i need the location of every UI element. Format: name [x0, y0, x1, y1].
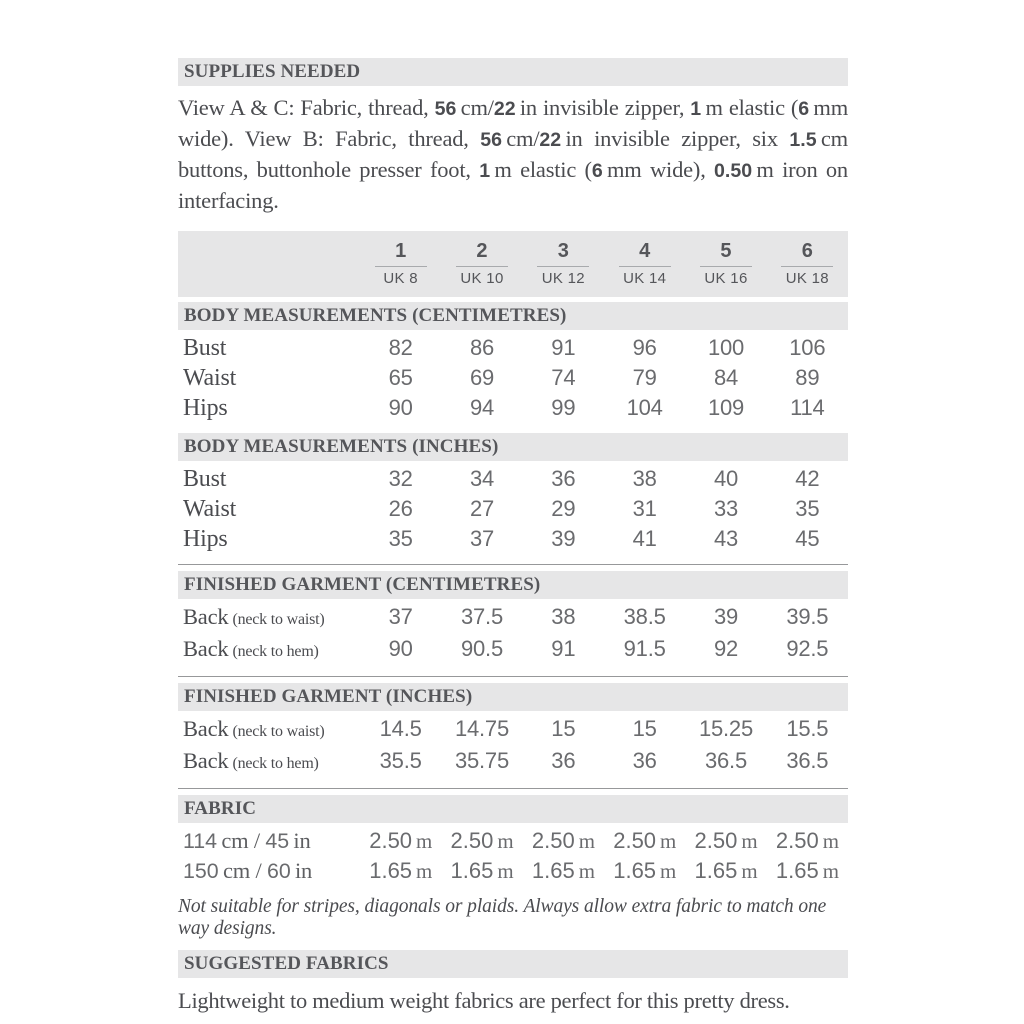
measurement-value: 99 [551, 395, 576, 420]
section-divider [178, 788, 848, 789]
size-number: 4 [639, 240, 651, 262]
measurement-value: 91.5 [623, 636, 666, 661]
row-label [178, 525, 360, 554]
number-segment: 2.50 [450, 828, 494, 853]
unit-segment: m [412, 859, 433, 883]
fabric-amount-value [604, 826, 685, 856]
section-header-suggested-fabrics [178, 950, 848, 978]
section-title: SUPPLIES NEEDED [184, 61, 361, 82]
measurement-value: 82 [388, 335, 413, 360]
measurement-value: 14.75 [454, 716, 510, 741]
number-segment: 2.50 [369, 828, 413, 853]
size-number: 5 [720, 240, 732, 262]
measurement-value: 114 [790, 395, 825, 420]
number-segment: 1.65 [775, 858, 819, 883]
section-header-finished-garment-cm [178, 571, 848, 599]
fabric-amount-value [360, 826, 441, 856]
row-label-text: Back [183, 604, 229, 629]
measurement-value: 106 [789, 335, 826, 360]
measurement-value: 45 [795, 526, 820, 551]
measurement-value: 65 [388, 365, 413, 390]
uk-size-label: UK 16 [704, 270, 748, 287]
number-segment: 1.65 [531, 858, 575, 883]
section-title: SUGGESTED FABRICS [184, 953, 389, 974]
number-segment: 1 [690, 98, 702, 120]
size-underline [375, 266, 427, 267]
section-header-finished-garment-in [178, 683, 848, 711]
table-row [178, 746, 848, 778]
measurement-value: 34 [469, 466, 495, 491]
number-segment: 6 [798, 98, 810, 120]
table-row [178, 393, 848, 423]
finished-garment-in-table [178, 714, 848, 778]
row-label-sub: (neck to hem) [232, 755, 319, 772]
table-row [178, 363, 848, 393]
measurement-value: 37 [388, 604, 413, 629]
row-label [178, 714, 360, 746]
number-segment: 45 [265, 829, 290, 853]
row-label-text: Bust [183, 466, 227, 492]
number-segment: 6 [591, 160, 603, 182]
section-header-body-measurements-cm [178, 302, 848, 330]
text-segment: cm / [218, 858, 267, 883]
measurement-value: 86 [469, 335, 495, 360]
fabric-amount-value [441, 856, 522, 886]
size-column-header [523, 240, 604, 287]
unit-segment: m [574, 859, 595, 883]
size-column-header [685, 240, 766, 287]
measurement-value: 40 [713, 466, 739, 491]
table-row [178, 524, 848, 554]
measurement-value: 35 [388, 526, 413, 551]
measurement-value: 109 [707, 395, 745, 420]
fabric-amount-value [685, 826, 766, 856]
measurement-value: 35 [795, 496, 820, 521]
number-segment: 1.65 [613, 858, 657, 883]
measurement-value: 90.5 [460, 636, 503, 661]
section-title: FABRIC [184, 798, 257, 819]
fabric-width-label [178, 856, 360, 886]
row-label [178, 364, 360, 393]
size-underline [700, 266, 752, 267]
row-label-text: Back [183, 748, 229, 773]
row-label [178, 602, 360, 634]
row-label-sub: (neck to waist) [232, 611, 325, 628]
suggested-fabrics-text: Lightweight to medium weight fabrics are perfect for this pretty dress. [178, 988, 790, 1013]
row-label [178, 495, 360, 524]
section-divider [178, 676, 848, 677]
row-label [178, 634, 360, 666]
fabric-amount-value [767, 856, 848, 886]
measurement-value: 92 [713, 636, 739, 661]
measurement-value: 79 [632, 365, 657, 390]
text-segment: View A & C: Fabric, thread, [178, 95, 435, 120]
table-row [178, 333, 848, 363]
fabric-amount-value [604, 856, 685, 886]
row-label-sub: (neck to waist) [232, 723, 325, 740]
number-segment: 150 [183, 859, 219, 883]
number-segment: 1.65 [694, 858, 738, 883]
measurement-value: 96 [632, 335, 657, 360]
text-segment: cm/ [456, 95, 494, 120]
measurement-value: 15.25 [698, 716, 754, 741]
table-row [178, 464, 848, 494]
uk-size-label: UK 10 [460, 270, 504, 287]
fabric-width-label [178, 826, 360, 856]
measurement-value: 39.5 [786, 604, 829, 629]
section-title: BODY MEASUREMENTS (INCHES) [184, 436, 499, 457]
number-segment: 2.50 [531, 828, 575, 853]
section-header-fabric [178, 795, 848, 823]
measurement-value: 38.5 [623, 604, 666, 629]
measurement-value: 15 [632, 716, 657, 741]
text-segment: m iron on interfacing. [178, 157, 848, 213]
unit-segment: m [818, 859, 839, 883]
unit-segment: m [656, 859, 677, 883]
measurement-value: 43 [713, 526, 739, 551]
number-segment: 1 [479, 160, 491, 182]
measurement-value: 74 [551, 365, 576, 390]
size-number: 6 [801, 240, 813, 262]
size-underline [781, 266, 833, 267]
measurement-value: 91 [551, 636, 576, 661]
unit-segment: m [412, 829, 433, 853]
unit-segment: m [737, 859, 758, 883]
unit-segment: m [818, 829, 839, 853]
measurement-value: 15.5 [786, 716, 829, 741]
section-divider [178, 564, 848, 565]
measurement-value: 36 [551, 748, 576, 773]
measurement-value: 42 [795, 466, 820, 491]
measurement-value: 84 [713, 365, 739, 390]
size-column-header [441, 240, 522, 287]
measurement-value: 37.5 [460, 604, 503, 629]
measurement-value: 36.5 [704, 748, 747, 773]
fabric-row [178, 856, 848, 886]
number-segment: 1.5 [789, 129, 817, 151]
table-row [178, 714, 848, 746]
measurement-value: 32 [388, 466, 413, 491]
measurement-value: 36.5 [786, 748, 829, 773]
text-segment: mm wide). View B: Fabric, thread, [178, 95, 849, 151]
body-measurements-in-table [178, 464, 848, 554]
text-segment: in invisible zipper, six [561, 126, 790, 151]
measurement-value: 37 [469, 526, 495, 551]
measurement-value: 39 [551, 526, 576, 551]
number-segment: 114 [183, 829, 218, 853]
measurement-value: 92.5 [786, 636, 829, 661]
measurement-value: 100 [707, 335, 745, 360]
fabric-row [178, 826, 848, 856]
fabric-amount-value [767, 826, 848, 856]
finished-garment-cm-table [178, 602, 848, 666]
fabric-amount-value [523, 856, 604, 886]
text-segment: cm buttons, buttonhole presser foot, [178, 126, 848, 182]
body-measurements-cm-table [178, 333, 848, 423]
size-header-row [178, 231, 848, 297]
row-label [178, 334, 360, 363]
row-label [178, 394, 360, 423]
measurement-value: 31 [632, 496, 657, 521]
fabric-amount-value [685, 856, 766, 886]
size-column-header [767, 240, 848, 287]
unit-segment: m [574, 829, 595, 853]
measurement-value: 90 [388, 636, 413, 661]
text-segment: cm/ [501, 126, 540, 151]
row-label-text: Hips [183, 526, 228, 552]
number-segment: 60 [266, 859, 291, 883]
size-underline [456, 266, 508, 267]
size-underline [537, 266, 589, 267]
measurement-value: 33 [713, 496, 739, 521]
measurement-value: 39 [713, 604, 739, 629]
measurement-value: 91 [551, 335, 576, 360]
number-segment: 2.50 [694, 828, 738, 853]
measurement-value: 29 [551, 496, 576, 521]
text-segment: in [290, 858, 313, 883]
size-chart-page [178, 58, 848, 1015]
measurement-value: 27 [469, 496, 495, 521]
fabric-amount-value [441, 826, 522, 856]
uk-size-label: UK 14 [623, 270, 667, 287]
measurement-value: 35.75 [454, 748, 510, 773]
unit-segment: m [493, 859, 514, 883]
measurement-value: 36 [551, 466, 576, 491]
number-segment: 1.65 [450, 858, 494, 883]
unit-segment: m [737, 829, 758, 853]
text-segment: mm wide), [602, 157, 715, 182]
measurement-value: 38 [551, 604, 576, 629]
size-header-spacer [178, 240, 360, 287]
size-number: 2 [476, 240, 488, 262]
row-label [178, 465, 360, 494]
section-title: FINISHED GARMENT (CENTIMETRES) [184, 574, 541, 595]
size-underline [619, 266, 671, 267]
section-header-body-measurements-in [178, 433, 848, 461]
size-number: 3 [557, 240, 569, 262]
row-label-text: Waist [183, 365, 237, 391]
number-segment: 2.50 [613, 828, 657, 853]
size-number: 1 [395, 240, 407, 262]
measurement-value: 69 [469, 365, 495, 390]
fabric-requirements-table [178, 826, 848, 886]
number-segment: 0.50 [714, 160, 753, 182]
uk-size-label: UK 8 [383, 270, 418, 287]
measurement-value: 26 [388, 496, 413, 521]
measurement-value: 89 [795, 365, 820, 390]
text-segment: cm / [217, 828, 266, 853]
number-segment: 22 [539, 129, 562, 151]
fabric-amount-value [523, 826, 604, 856]
row-label-text: Back [183, 636, 229, 661]
section-title: FINISHED GARMENT (INCHES) [184, 686, 473, 707]
row-label-text: Bust [183, 335, 227, 361]
number-segment: 1.65 [369, 858, 413, 883]
table-row [178, 602, 848, 634]
text-segment: in invisible zipper, [515, 95, 691, 120]
number-segment: 22 [493, 98, 516, 120]
measurement-value: 36 [632, 748, 657, 773]
measurement-value: 35.5 [379, 748, 422, 773]
size-column-header [604, 240, 685, 287]
size-column-header [360, 240, 441, 287]
measurement-value: 94 [469, 395, 495, 420]
section-header-supplies [178, 58, 848, 86]
row-label-text: Waist [183, 496, 237, 522]
row-label-text: Hips [183, 395, 228, 421]
measurement-value: 90 [388, 395, 413, 420]
supplies-paragraph [178, 93, 848, 215]
unit-segment: m [656, 829, 677, 853]
number-segment: 56 [480, 129, 502, 151]
unit-segment: m [493, 829, 514, 853]
text-segment: m elastic ( [701, 95, 799, 120]
uk-size-label: UK 12 [541, 270, 585, 287]
table-row [178, 634, 848, 666]
uk-size-label: UK 18 [785, 270, 829, 287]
measurement-value: 38 [632, 466, 657, 491]
section-title: BODY MEASUREMENTS (CENTIMETRES) [184, 305, 567, 326]
number-segment: 2.50 [775, 828, 819, 853]
row-label [178, 746, 360, 778]
measurement-value: 104 [626, 395, 663, 420]
measurement-value: 14.5 [379, 716, 422, 741]
text-segment: in [289, 828, 311, 853]
text-segment: m elastic ( [490, 157, 592, 182]
number-segment: 56 [434, 98, 457, 120]
fabric-amount-value [360, 856, 441, 886]
table-row [178, 494, 848, 524]
row-label-text: Back [183, 716, 229, 741]
fabric-note: Not suitable for stripes, diagonals or plaids. Always allow extra fabric to match one way designs. [178, 896, 827, 939]
row-label-sub: (neck to hem) [232, 643, 319, 660]
measurement-value: 41 [632, 526, 657, 551]
measurement-value: 15 [551, 716, 576, 741]
